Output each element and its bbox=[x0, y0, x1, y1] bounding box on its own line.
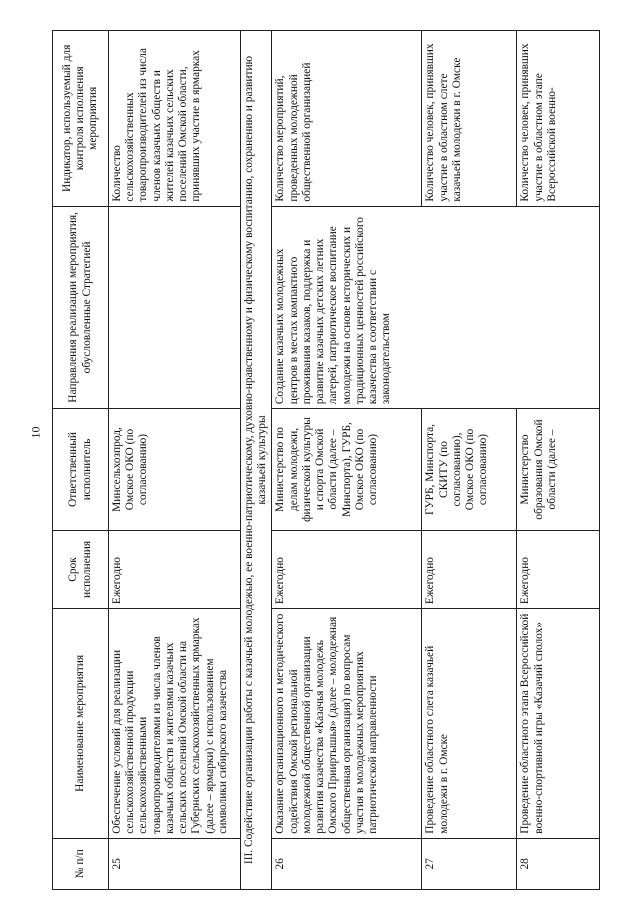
table-row bbox=[272, 31, 422, 890]
row-indicator: Количество сельскохозяйственных товаропроизводителей из числа членов казачьих обществ и жителей казачьих сельских поселений Омской области, принявших участие в ярмарках bbox=[109, 31, 241, 207]
row-indicator: Количество мероприятий, проведенных молодежной общественной организацией bbox=[272, 31, 422, 207]
table-row bbox=[422, 31, 517, 890]
row-name: Проведение областного слета казачьей молодежи в г. Омске bbox=[422, 609, 517, 839]
row-executor: Министерство образования Омской области (далее – bbox=[517, 409, 600, 531]
row-num: 25 bbox=[109, 838, 241, 889]
row-term: Ежегодно bbox=[109, 530, 241, 608]
row-executor: Министерство по делам молодежи, физической культуры и спорта Омской области (далее – Минспорта), ГУРБ, Омское ОКО (по согласованию) bbox=[272, 409, 422, 531]
header-indicator: Индикатор, используемый для контроля исполнения мероприятия bbox=[53, 31, 109, 207]
row-term: Ежегодно bbox=[517, 530, 600, 608]
row-term: Ежегодно bbox=[422, 530, 517, 608]
row-direction bbox=[109, 206, 241, 409]
row-indicator: Количество человек, принявших участие в областном этапе Всероссийской военно- bbox=[517, 31, 600, 207]
rotated-table-wrapper bbox=[52, 30, 598, 890]
table-row bbox=[517, 31, 600, 890]
row-executor: ГУРБ, Минспорта, СКИТУ (по согласованию), Омское ОКО (по согласованию) bbox=[422, 409, 517, 531]
page-number: 10 bbox=[28, 426, 43, 439]
row-num: 27 bbox=[422, 838, 517, 889]
row-num: 26 bbox=[272, 838, 422, 889]
plan-table bbox=[52, 30, 600, 890]
header-name: Наименование мероприятия bbox=[53, 609, 109, 839]
row-name: Оказание организационного и методического содействия Омской региональной молодежной общественной организации развития казачества «Казачья молодежь Омского Прииртышья» (далее – молодежная общественная организация) по вопросам участия в молодежных мероприятиях патриотической направленности bbox=[272, 609, 422, 839]
row-executor: Минсельхозпрод, Омское ОКО (по согласованию) bbox=[109, 409, 241, 531]
section-title: III. Содействие организации работы с казачьей молодежью, ее военно-патриотическому, духовно-нравственному и физическому воспитанию, сохранению и развитию казачьей культуры bbox=[241, 31, 272, 890]
row-name: Проведение областного этапа Всероссийской военно-спортивной игры «Казачий сполох» bbox=[517, 609, 600, 839]
header-executor: Ответственный исполнитель bbox=[53, 409, 109, 531]
row-name: Обеспечение условий для реализации сельскохозяйственной продукции сельскохозяйственными товаропроизводителями из числа членов казачьих обществ и жителями казачьих сельских поселений Омской области на Губернских сельскохозяйственных ярмарках (далее – ярмарки) с использованием символики сибирского казачества bbox=[109, 609, 241, 839]
section-row bbox=[241, 31, 272, 890]
row-indicator: Количество человек, принявших участие в областном слете казачьей молодежи в г. Омске bbox=[422, 31, 517, 207]
header-num: № п/п bbox=[53, 838, 109, 889]
row-num: 28 bbox=[517, 838, 600, 889]
header-direction: Направления реализации мероприятия, обусловленные Стратегией bbox=[53, 206, 109, 409]
table-row bbox=[109, 31, 241, 890]
row-direction: Создание казачьих молодежных центров в местах компактного проживания казаков, поддержка и развитие казачьих детских летних лагерей, патриотическое воспитание молодежи на основе исторических и традиционных ценностей российского казачества в соответствии с законодательством bbox=[272, 206, 600, 409]
row-term: Ежегодно bbox=[272, 530, 422, 608]
header-term: Срок исполнения bbox=[53, 530, 109, 608]
header-row bbox=[53, 31, 109, 890]
